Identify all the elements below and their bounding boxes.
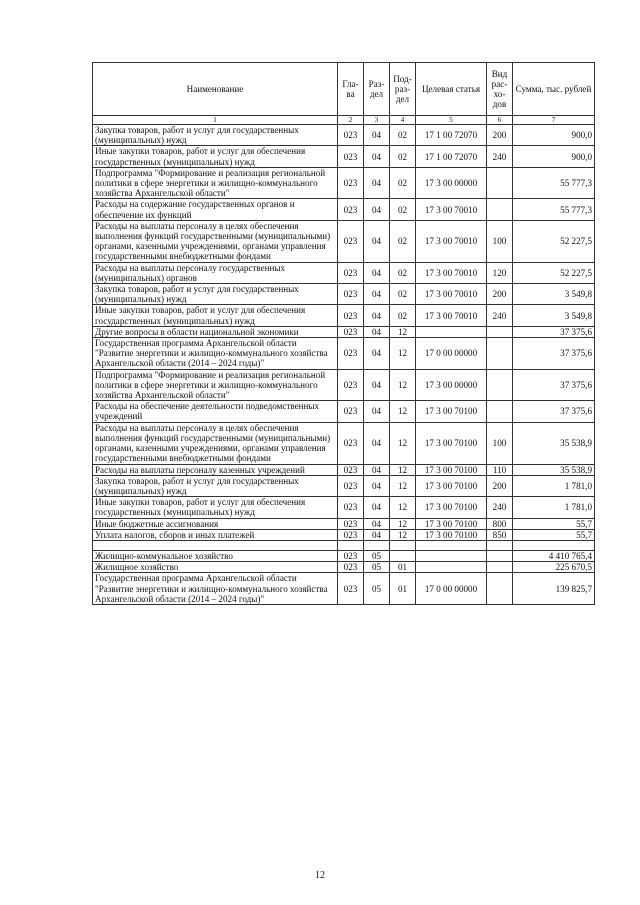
row-amount: 37 375,6 — [513, 369, 595, 401]
row-name: Иные закупки товаров, работ и услуг для обеспечения государственных (муниципальных) нужд — [93, 146, 338, 167]
row-section: 04 — [364, 199, 390, 220]
row-name — [93, 540, 338, 550]
row-subsection: 02 — [390, 262, 416, 283]
table-row — [93, 550, 595, 561]
column-number: 4 — [390, 116, 416, 125]
row-subsection: 12 — [390, 475, 416, 496]
column-number: 7 — [513, 116, 595, 125]
column-number: 5 — [416, 116, 487, 125]
row-amount: 37 375,6 — [513, 326, 595, 337]
row-section: 04 — [364, 518, 390, 529]
row-amount: 900,0 — [513, 146, 595, 167]
row-amount: 225 670,5 — [513, 562, 595, 573]
row-name: Подпрограмма "Формирование и реализация региональной политики в сфере энергетики и жилищно-коммунального хозяйства Архангельской области" — [93, 369, 338, 401]
row-target-article: 17 3 00 70100 — [416, 422, 487, 464]
row-chapter: 023 — [338, 326, 364, 337]
row-section: 04 — [364, 305, 390, 326]
row-section: 04 — [364, 284, 390, 305]
row-amount: 37 375,6 — [513, 338, 595, 370]
row-amount: 35 538,9 — [513, 464, 595, 475]
row-chapter: 023 — [338, 573, 364, 605]
row-target-article: 17 3 00 00000 — [416, 369, 487, 401]
row-target-article: 17 1 00 72070 — [416, 125, 487, 146]
row-chapter: 023 — [338, 550, 364, 561]
row-section: 04 — [364, 529, 390, 540]
row-target-article: 17 3 00 70010 — [416, 220, 487, 262]
row-target-article: 17 3 00 70100 — [416, 401, 487, 422]
row-name: Государственная программа Архангельской области "Развитие энергетики и жилищно-коммунального хозяйства Архангельской области (2014 – 2024 годы)" — [93, 338, 338, 370]
row-amount: 35 538,9 — [513, 422, 595, 464]
row-subsection: 02 — [390, 220, 416, 262]
row-chapter: 023 — [338, 338, 364, 370]
row-expense-type: 240 — [487, 305, 513, 326]
row-chapter: 023 — [338, 146, 364, 167]
row-expense-type — [487, 401, 513, 422]
row-section: 04 — [364, 338, 390, 370]
row-expense-type: 800 — [487, 518, 513, 529]
row-chapter: 023 — [338, 562, 364, 573]
row-subsection: 12 — [390, 338, 416, 370]
row-target-article: 17 3 00 70100 — [416, 518, 487, 529]
row-name: Расходы на выплаты персоналу казенных учреждений — [93, 464, 338, 475]
row-amount: 55 777,3 — [513, 167, 595, 199]
header-chapter: Гла-ва — [338, 63, 364, 116]
row-expense-type: 100 — [487, 422, 513, 464]
budget-table — [92, 62, 595, 605]
row-name: Расходы на содержание государственных органов и обеспечение их функций — [93, 199, 338, 220]
table-row — [93, 338, 595, 370]
row-name: Другие вопросы в области национальной экономики — [93, 326, 338, 337]
page-number: 12 — [315, 870, 325, 881]
row-target-article: 17 3 00 70100 — [416, 497, 487, 518]
row-expense-type: 120 — [487, 262, 513, 283]
row-name: Уплата налогов, сборов и иных платежей — [93, 529, 338, 540]
row-target-article: 17 3 00 70010 — [416, 284, 487, 305]
row-name: Жилищное хозяйство — [93, 562, 338, 573]
row-amount: 55 777,3 — [513, 199, 595, 220]
row-expense-type — [487, 326, 513, 337]
table-row — [93, 262, 595, 283]
row-chapter: 023 — [338, 497, 364, 518]
table-row — [93, 540, 595, 550]
row-target-article: 17 3 00 70010 — [416, 262, 487, 283]
row-amount: 1 781,0 — [513, 475, 595, 496]
row-section: 05 — [364, 573, 390, 605]
row-expense-type: 110 — [487, 464, 513, 475]
row-chapter: 023 — [338, 125, 364, 146]
row-chapter: 023 — [338, 475, 364, 496]
row-subsection: 02 — [390, 146, 416, 167]
row-chapter: 023 — [338, 369, 364, 401]
row-section: 04 — [364, 475, 390, 496]
row-amount: 4 410 765,4 — [513, 550, 595, 561]
table-row — [93, 146, 595, 167]
table-row — [93, 518, 595, 529]
row-section: 04 — [364, 422, 390, 464]
row-expense-type: 200 — [487, 475, 513, 496]
row-subsection: 12 — [390, 518, 416, 529]
row-chapter: 023 — [338, 422, 364, 464]
row-chapter: 023 — [338, 464, 364, 475]
column-number: 1 — [93, 116, 338, 125]
row-name: Расходы на выплаты персоналу в целях обеспечения выполнения функций государственными (муниципальными) органами, казенными учреждениями, органами управления государственными внебюджетными фондами — [93, 422, 338, 464]
row-amount: 139 825,7 — [513, 573, 595, 605]
row-section: 04 — [364, 464, 390, 475]
row-target-article: 17 3 00 70100 — [416, 464, 487, 475]
row-target-article — [416, 540, 487, 550]
row-subsection — [390, 550, 416, 561]
row-target-article: 17 3 00 70010 — [416, 199, 487, 220]
row-chapter: 023 — [338, 220, 364, 262]
header-row — [93, 63, 595, 116]
row-subsection: 12 — [390, 529, 416, 540]
row-subsection: 01 — [390, 573, 416, 605]
row-name: Закупка товаров, работ и услуг для государственных (муниципальных) нужд — [93, 125, 338, 146]
row-chapter: 023 — [338, 529, 364, 540]
row-chapter: 023 — [338, 518, 364, 529]
table-row — [93, 220, 595, 262]
row-expense-type — [487, 562, 513, 573]
row-target-article: 17 3 00 70010 — [416, 305, 487, 326]
column-number: 6 — [487, 116, 513, 125]
row-expense-type — [487, 540, 513, 550]
row-amount: 55,7 — [513, 529, 595, 540]
row-expense-type: 200 — [487, 284, 513, 305]
row-target-article — [416, 562, 487, 573]
row-target-article — [416, 550, 487, 561]
row-amount: 52 227,5 — [513, 220, 595, 262]
row-target-article: 17 3 00 70100 — [416, 475, 487, 496]
table-row — [93, 464, 595, 475]
column-number-row — [93, 116, 595, 125]
row-section: 04 — [364, 262, 390, 283]
row-section: 04 — [364, 369, 390, 401]
header-amount: Сумма, тыс. рублей — [513, 63, 595, 116]
table-row — [93, 562, 595, 573]
row-subsection: 12 — [390, 464, 416, 475]
table-row — [93, 284, 595, 305]
table-row — [93, 199, 595, 220]
row-subsection — [390, 540, 416, 550]
row-subsection: 12 — [390, 326, 416, 337]
row-expense-type — [487, 167, 513, 199]
row-target-article: 17 1 00 72070 — [416, 146, 487, 167]
header-name: Наименование — [93, 63, 338, 116]
row-section: 05 — [364, 550, 390, 561]
row-expense-type — [487, 199, 513, 220]
row-section: 04 — [364, 497, 390, 518]
table-row — [93, 369, 595, 401]
table-row — [93, 529, 595, 540]
row-name: Государственная программа Архангельской области "Развитие энергетики и жилищно-коммунального хозяйства Архангельской области (2014 – 2024 годы)" — [93, 573, 338, 605]
row-chapter: 023 — [338, 167, 364, 199]
row-name: Закупка товаров, работ и услуг для государственных (муниципальных) нужд — [93, 475, 338, 496]
row-name: Закупка товаров, работ и услуг для государственных (муниципальных) нужд — [93, 284, 338, 305]
row-section: 05 — [364, 562, 390, 573]
row-section: 04 — [364, 125, 390, 146]
row-expense-type — [487, 550, 513, 561]
row-target-article: 17 3 00 70100 — [416, 529, 487, 540]
row-subsection: 01 — [390, 562, 416, 573]
row-chapter: 023 — [338, 401, 364, 422]
row-expense-type: 240 — [487, 497, 513, 518]
table-body — [93, 125, 595, 605]
table-row — [93, 497, 595, 518]
row-chapter: 023 — [338, 284, 364, 305]
row-chapter: 023 — [338, 262, 364, 283]
row-subsection: 02 — [390, 199, 416, 220]
header-subsection: Под-раз-дел — [390, 63, 416, 116]
row-section: 04 — [364, 401, 390, 422]
row-amount: 3 549,8 — [513, 284, 595, 305]
row-name: Расходы на обеспечение деятельности подведомственных учреждений — [93, 401, 338, 422]
row-amount: 37 375,6 — [513, 401, 595, 422]
row-subsection: 02 — [390, 284, 416, 305]
row-subsection: 12 — [390, 401, 416, 422]
table-row — [93, 326, 595, 337]
row-expense-type: 100 — [487, 220, 513, 262]
row-target-article — [416, 326, 487, 337]
header-expense-type: Вид рас-хо-дов — [487, 63, 513, 116]
row-chapter — [338, 540, 364, 550]
row-amount: 3 549,8 — [513, 305, 595, 326]
row-expense-type: 240 — [487, 146, 513, 167]
row-expense-type — [487, 369, 513, 401]
column-number: 3 — [364, 116, 390, 125]
row-name: Иные закупки товаров, работ и услуг для обеспечения государственных (муниципальных) нужд — [93, 305, 338, 326]
table-row — [93, 305, 595, 326]
row-name: Расходы на выплаты персоналу государственных (муниципальных) органов — [93, 262, 338, 283]
row-amount — [513, 540, 595, 550]
row-target-article: 17 3 00 00000 — [416, 167, 487, 199]
table-row — [93, 167, 595, 199]
row-section — [364, 540, 390, 550]
row-expense-type — [487, 573, 513, 605]
row-amount: 52 227,5 — [513, 262, 595, 283]
row-amount: 1 781,0 — [513, 497, 595, 518]
row-name: Иные бюджетные ассигнования — [93, 518, 338, 529]
row-subsection: 02 — [390, 305, 416, 326]
row-section: 04 — [364, 167, 390, 199]
row-target-article: 17 0 00 00000 — [416, 573, 487, 605]
row-name: Подпрограмма "Формирование и реализация региональной политики в сфере энергетики и жилищно-коммунального хозяйства Архангельской области" — [93, 167, 338, 199]
header-target: Целевая статья — [416, 63, 487, 116]
row-section: 04 — [364, 220, 390, 262]
row-chapter: 023 — [338, 199, 364, 220]
row-section: 04 — [364, 146, 390, 167]
row-expense-type: 200 — [487, 125, 513, 146]
row-subsection: 12 — [390, 497, 416, 518]
row-name: Жилищно-коммунальное хозяйство — [93, 550, 338, 561]
column-number: 2 — [338, 116, 364, 125]
row-section: 04 — [364, 326, 390, 337]
header-section: Раз-дел — [364, 63, 390, 116]
table-row — [93, 401, 595, 422]
row-target-article: 17 0 00 00000 — [416, 338, 487, 370]
row-name: Расходы на выплаты персоналу в целях обеспечения выполнения функций государственными (муниципальными) органами, казенными учреждениями, органами управления государственными внебюджетными фондами — [93, 220, 338, 262]
row-chapter: 023 — [338, 305, 364, 326]
row-subsection: 02 — [390, 167, 416, 199]
table-row — [93, 125, 595, 146]
table-row — [93, 573, 595, 605]
row-expense-type: 850 — [487, 529, 513, 540]
row-amount: 55,7 — [513, 518, 595, 529]
row-subsection: 12 — [390, 369, 416, 401]
row-subsection: 12 — [390, 422, 416, 464]
row-name: Иные закупки товаров, работ и услуг для обеспечения государственных (муниципальных) нужд — [93, 497, 338, 518]
row-amount: 900,0 — [513, 125, 595, 146]
table-row — [93, 422, 595, 464]
table-row — [93, 475, 595, 496]
row-expense-type — [487, 338, 513, 370]
row-subsection: 02 — [390, 125, 416, 146]
